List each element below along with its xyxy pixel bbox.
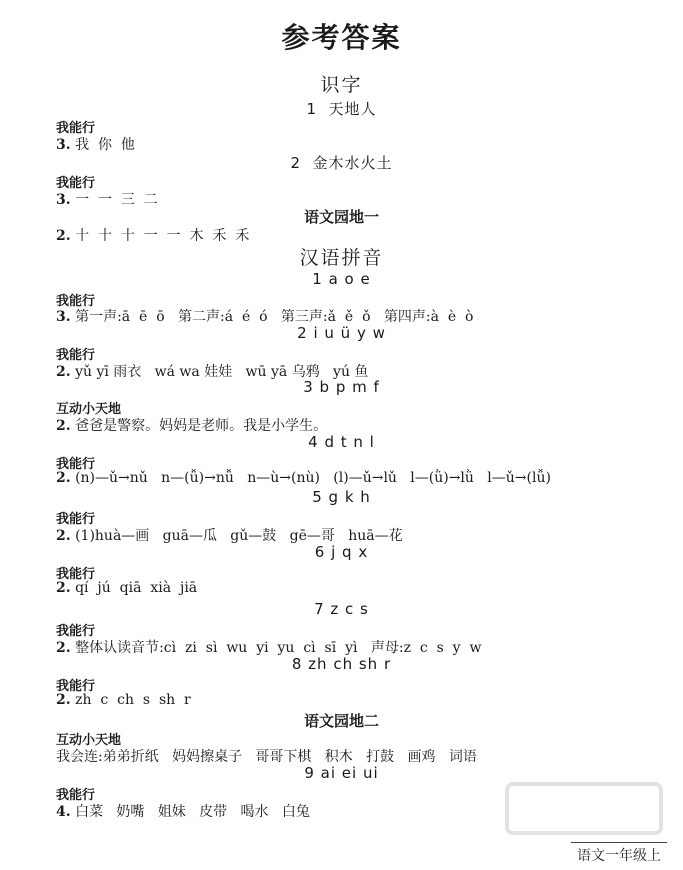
lesson-heading-p7: 7 z c s	[314, 600, 369, 618]
lesson-heading-p4: 4 d t n l	[308, 433, 375, 451]
answer-text: 十 十 十 一 一 木 禾 禾	[70, 228, 250, 244]
label-wonengxing: 我能行	[56, 121, 96, 136]
label-wonengxing: 我能行	[56, 348, 96, 363]
label-wonengxing: 我能行	[56, 624, 96, 639]
answer-number: 2.	[56, 228, 71, 244]
watermark-logo	[505, 782, 663, 835]
answer-line	[56, 692, 191, 708]
answer-number: 2.	[56, 470, 71, 486]
label-hudong: 互动小天地	[56, 402, 122, 417]
label-wonengxing: 我能行	[56, 788, 96, 803]
answer-line	[56, 225, 249, 245]
lesson-heading-2: 2 金木水火土	[290, 154, 393, 172]
label-wonengxing: 我能行	[56, 679, 96, 694]
answer-text: 整体认读音节:cì zi sì wu yi yu cì sī yì 声母:z c s y w	[70, 640, 482, 656]
label-wonengxing: 我能行	[56, 512, 96, 527]
lesson-heading-p5: 5 g k h	[312, 488, 371, 506]
answer-text: 爸爸是警察。妈妈是老师。我是小学生。	[70, 418, 328, 434]
answer-line	[56, 470, 551, 486]
answer-number: 3.	[56, 137, 71, 153]
answer-text: 白菜 奶嘴 姐妹 皮带 喝水 白兔	[70, 804, 310, 820]
answer-text: (n)—ǔ→nǔ n—(ǚ)→nǚ n—ù→(nù) (l)—ǔ→lǔ l—(ǜ)→lǜ l—ǔ→(lǚ)	[70, 470, 551, 486]
answer-number: 4.	[56, 804, 71, 820]
lesson-heading-p8: 8 zh ch sh r	[291, 655, 392, 673]
section-heading-pinyin: 汉语拼音	[299, 247, 384, 269]
answer-line	[56, 746, 477, 766]
label-wonengxing: 我能行	[56, 176, 96, 191]
answer-text: 我会连:弟弟折纸 妈妈擦桌子 哥哥下棋 积木 打鼓 画鸡 词语	[56, 749, 477, 765]
answer-number: 2.	[56, 580, 71, 596]
label-wonengxing: 我能行	[56, 567, 96, 582]
answer-line	[56, 306, 473, 326]
lesson-heading-p9: 9 ai ei ui	[304, 764, 379, 782]
answer-text: 一 一 三 二	[70, 192, 158, 208]
answer-number: 2.	[56, 364, 71, 380]
answer-number: 2.	[56, 418, 71, 434]
lesson-heading-yuanwen1: 语文园地一	[303, 208, 379, 226]
lesson-heading-p1: 1 a o e	[312, 270, 371, 288]
lesson-heading-p6: 6 j q x	[314, 543, 369, 561]
lesson-heading-p3: 3 b p m f	[303, 378, 380, 396]
answer-text: 我 你 他	[70, 137, 135, 153]
page-title: 参考答案	[281, 21, 402, 54]
answer-text: yǔ yī 雨衣 wá wa 娃娃 wū yā 乌鸦 yú 鱼	[70, 364, 369, 380]
label-hudong: 互动小天地	[56, 733, 122, 748]
answer-text: zh c ch s sh r	[70, 692, 191, 708]
lesson-heading-1: 1 天地人	[306, 100, 377, 118]
answer-text: (1)huà—画 guā—瓜 gǔ—鼓 gē—哥 huā—花	[70, 528, 403, 544]
label-wonengxing: 我能行	[56, 294, 96, 309]
answer-number: 3.	[56, 192, 71, 208]
answer-line	[56, 525, 403, 545]
answer-number: 3.	[56, 309, 71, 325]
answer-text: 第一声:ā ē ō 第二声:á é ó 第三声:ǎ ě ǒ 第四声:à è ò	[70, 309, 474, 325]
answer-text: qí jú qiā xià jiā	[70, 580, 198, 596]
lesson-heading-yuanwen2: 语文园地二	[303, 712, 379, 730]
answer-number: 2.	[56, 692, 71, 708]
answer-line	[56, 134, 135, 154]
page-footer: 语文一年级上	[571, 842, 667, 867]
answer-line	[56, 801, 310, 821]
answer-number: 2.	[56, 528, 71, 544]
answer-number: 2.	[56, 640, 71, 656]
lesson-heading-p2: 2 i u ü y w	[297, 324, 386, 342]
answer-line	[56, 580, 197, 596]
label-wonengxing: 我能行	[56, 457, 96, 472]
answer-line	[56, 637, 481, 657]
section-heading-shizi: 识字	[320, 74, 363, 96]
answer-line	[56, 415, 327, 435]
